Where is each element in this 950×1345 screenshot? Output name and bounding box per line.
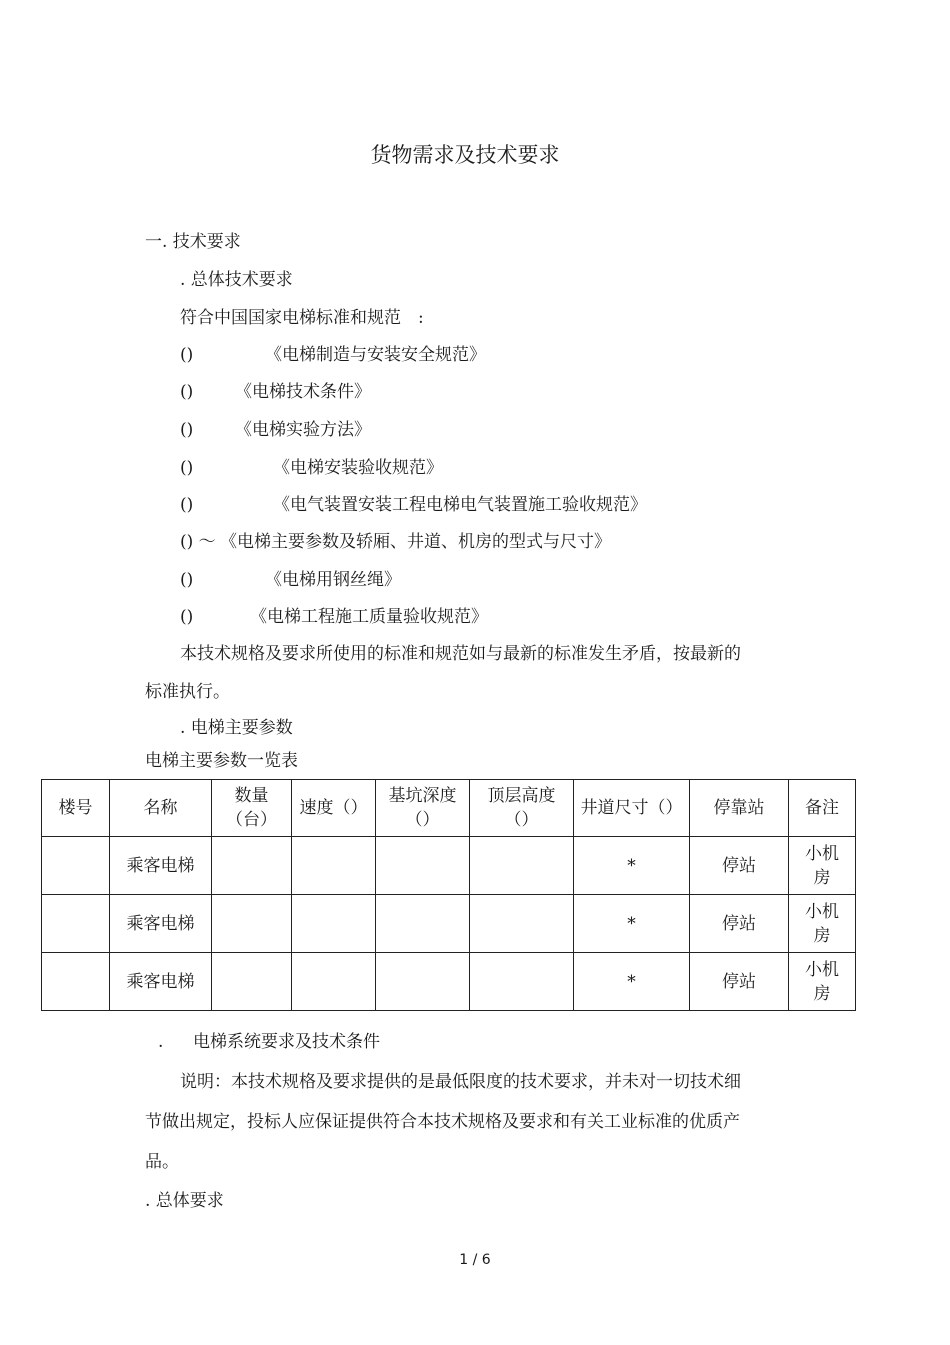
cell-stops: 停站: [690, 837, 789, 895]
cell-building-no: [42, 953, 110, 1011]
cell-building-no: [42, 837, 110, 895]
cell-pit-depth: [376, 953, 470, 1011]
note-line3: 品。: [145, 1152, 179, 1172]
cell-overhead-height: [470, 895, 574, 953]
col-header-name: 名称: [110, 780, 212, 837]
cell-speed: [292, 895, 376, 953]
col-header-overhead-height: 顶层高度 （）: [470, 780, 574, 837]
table-caption: 电梯主要参数一览表: [145, 751, 298, 771]
cell-name: 乘客电梯: [110, 953, 212, 1011]
cell-overhead-height: [470, 953, 574, 1011]
col-header-quantity: 数量 （台）: [212, 780, 292, 837]
cell-remarks: 小机 房: [789, 837, 856, 895]
standard-name: 《电梯安装验收规范》: [273, 458, 443, 478]
cell-quantity: [212, 953, 292, 1011]
subsection-heading-overall-technical: . 总体技术要求: [180, 270, 293, 290]
cell-remarks: 小机 房: [789, 895, 856, 953]
cell-shaft-size: *: [574, 837, 690, 895]
elevator-parameters-table: [41, 779, 856, 1011]
standard-name: 《电梯技术条件》: [235, 382, 371, 402]
cell-remarks: 小机 房: [789, 953, 856, 1011]
subsection-heading-general-requirements: . 总体要求: [145, 1191, 224, 1211]
col-header-pit-depth: 基坑深度 （）: [376, 780, 470, 837]
standard-name: 《电气装置安装工程电梯电气装置施工验收规范》: [273, 495, 647, 515]
cell-overhead-height: [470, 837, 574, 895]
standard-prefix: (): [180, 570, 194, 590]
subsection-heading-main-parameters: . 电梯主要参数: [180, 718, 293, 738]
cell-quantity: [212, 895, 292, 953]
cell-shaft-size: *: [574, 895, 690, 953]
cell-name: 乘客电梯: [110, 895, 212, 953]
col-header-stops: 停靠站: [690, 780, 789, 837]
cell-building-no: [42, 895, 110, 953]
subsection-number: .: [158, 1032, 164, 1052]
cell-stops: 停站: [690, 895, 789, 953]
table-row: [42, 953, 856, 1011]
col-header-remarks: 备注: [789, 780, 856, 837]
page-number: 1 / 6: [459, 1252, 491, 1268]
cell-name: 乘客电梯: [110, 837, 212, 895]
col-header-shaft-size: 井道尺寸（）: [574, 780, 690, 837]
standard-prefix: (): [180, 382, 194, 402]
table-row: [42, 895, 856, 953]
note-line1: 说明：本技术规格及要求提供的是最低限度的技术要求，并未对一切技术细: [180, 1072, 741, 1092]
subsection-heading-system-requirements: 电梯系统要求及技术条件: [193, 1032, 380, 1052]
section-heading-technical-requirements: 一. 技术要求: [145, 232, 241, 252]
cell-shaft-size: *: [574, 953, 690, 1011]
standard-prefix: (): [180, 607, 194, 627]
standards-intro: 符合中国国家电梯标准和规范 :: [180, 308, 424, 328]
table-header-row: [42, 780, 856, 837]
cell-pit-depth: [376, 895, 470, 953]
paragraph-standards-conflict-line1: 本技术规格及要求所使用的标准和规范如与最新的标准发生矛盾，按最新的: [180, 644, 741, 664]
cell-speed: [292, 953, 376, 1011]
cell-stops: 停站: [690, 953, 789, 1011]
standard-name: 《电梯实验方法》: [235, 420, 371, 440]
standard-name: 《电梯主要参数及轿厢、井道、机房的型式与尺寸》: [220, 532, 611, 552]
standard-name: 《电梯用钢丝绳》: [265, 570, 401, 590]
cell-speed: [292, 837, 376, 895]
standard-prefix: (): [180, 458, 194, 478]
paragraph-standards-conflict-line2: 标准执行。: [145, 682, 230, 702]
note-line2: 节做出规定，投标人应保证提供符合本技术规格及要求和有关工业标准的优质产: [145, 1112, 740, 1132]
cell-pit-depth: [376, 837, 470, 895]
cell-quantity: [212, 837, 292, 895]
standard-prefix: (): [180, 345, 194, 365]
standard-prefix: () ～: [180, 532, 216, 552]
col-header-building-no: 楼号: [42, 780, 110, 837]
document-title: 货物需求及技术要求: [370, 143, 560, 167]
standard-prefix: (): [180, 495, 194, 515]
standard-prefix: (): [180, 420, 194, 440]
standard-name: 《电梯工程施工质量验收规范》: [250, 607, 488, 627]
col-header-speed: 速度（）: [292, 780, 376, 837]
table-row: [42, 837, 856, 895]
standard-name: 《电梯制造与安装安全规范》: [265, 345, 486, 365]
